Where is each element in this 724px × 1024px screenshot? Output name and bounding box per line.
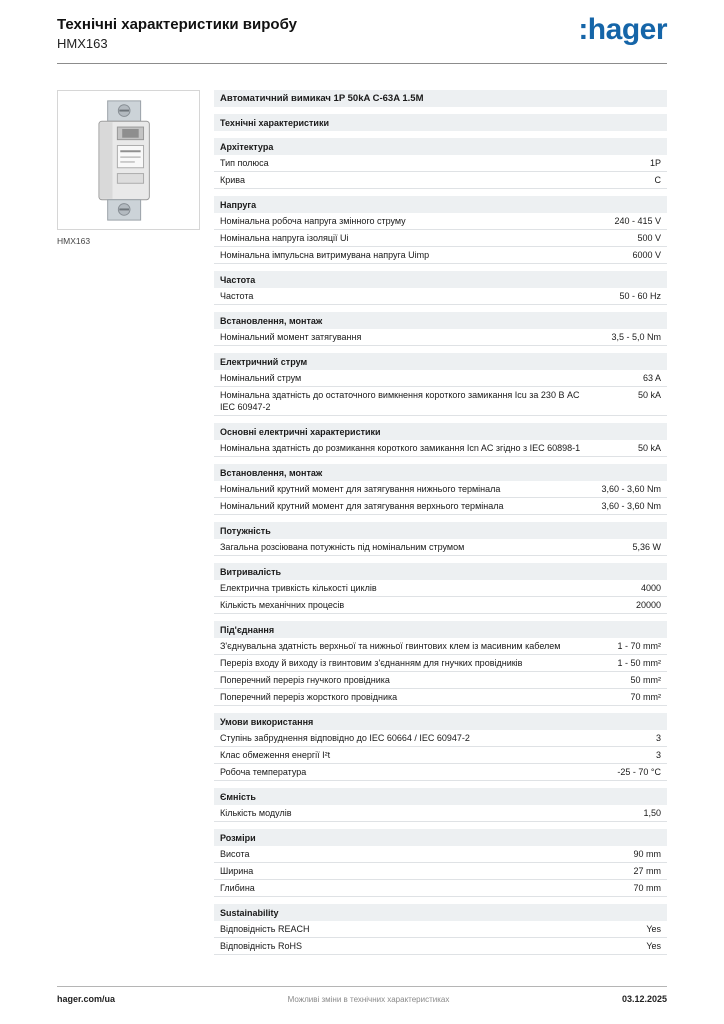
spec-section	[214, 353, 667, 416]
spec-row	[214, 689, 667, 706]
spec-value: 20000	[635, 600, 661, 610]
spec-row	[214, 921, 667, 938]
spec-row	[214, 288, 667, 305]
footer-disclaimer: Можливі зміни в технічних характеристиках	[287, 995, 450, 1004]
spec-value: 5,36 W	[632, 542, 661, 552]
spec-row	[214, 880, 667, 897]
spec-row	[214, 247, 667, 264]
spec-value: 3,60 - 3,60 Nm	[601, 501, 661, 511]
page-header	[57, 13, 667, 51]
spec-value: 90 mm	[633, 849, 661, 859]
spec-label: Ширина	[220, 866, 254, 876]
spec-row	[214, 805, 667, 822]
spec-section	[214, 713, 667, 781]
header-divider	[57, 63, 667, 64]
spec-label: Частота	[220, 291, 254, 301]
spec-section-title: Витривалість	[214, 563, 667, 580]
spec-label: З'єднувальна здатність верхньої та нижньої гвинтових клем із масивним кабелем	[220, 641, 561, 651]
spec-section-title: Частота	[214, 271, 667, 288]
spec-section-title: Напруга	[214, 196, 667, 213]
spec-row	[214, 329, 667, 346]
spec-section-title: Sustainability	[214, 904, 667, 921]
footer-website-link[interactable]: hager.com/ua	[57, 994, 116, 1004]
spec-value: 27 mm	[633, 866, 661, 876]
spec-row	[214, 863, 667, 880]
spec-value: Yes	[646, 924, 661, 934]
spec-section-title: Основні електричні характеристики	[214, 423, 667, 440]
spec-section-rows	[214, 329, 667, 346]
spec-section	[214, 138, 667, 189]
spec-label: Відповідність RoHS	[220, 941, 302, 951]
spec-label: Номінальна напруга ізоляції Ui	[220, 233, 349, 243]
spec-row	[214, 387, 667, 416]
spec-label: Клас обмеження енергії I²t	[220, 750, 331, 760]
spec-label: Поперечний переріз гнучкого провідника	[220, 675, 390, 685]
product-image-column	[57, 90, 200, 955]
hager-logo: :hager	[578, 13, 667, 46]
spec-sections	[214, 138, 667, 955]
spec-value: 3	[655, 733, 661, 743]
spec-label: Крива	[220, 175, 245, 185]
spec-section-title: Ємність	[214, 788, 667, 805]
spec-section-rows	[214, 370, 667, 416]
spec-section-rows	[214, 638, 667, 706]
spec-row	[214, 370, 667, 387]
main-content	[57, 90, 667, 955]
spec-value: 50 kA	[637, 443, 661, 453]
spec-section-rows	[214, 288, 667, 305]
spec-section	[214, 829, 667, 897]
spec-section-title: Архітектура	[214, 138, 667, 155]
spec-section-rows	[214, 440, 667, 457]
spec-value: 70 mm	[633, 883, 661, 893]
spec-section-rows	[214, 580, 667, 614]
spec-section-title: Встановлення, монтаж	[214, 464, 667, 481]
spec-row	[214, 539, 667, 556]
spec-value: 1 - 70 mm²	[617, 641, 661, 651]
specifications-column	[214, 90, 667, 955]
spec-section	[214, 271, 667, 305]
spec-value: 3,5 - 5,0 Nm	[611, 332, 661, 342]
spec-label: Відповідність REACH	[220, 924, 310, 934]
spec-label: Загальна розсіювана потужність під номінальним струмом	[220, 542, 465, 552]
spec-section-rows	[214, 730, 667, 781]
spec-row	[214, 846, 667, 863]
spec-label: Номінальна робоча напруга змінного струму	[220, 216, 406, 226]
spec-table-heading: Технічні характеристики	[214, 114, 667, 131]
spec-section	[214, 522, 667, 556]
spec-section	[214, 312, 667, 346]
spec-section	[214, 621, 667, 706]
spec-row	[214, 730, 667, 747]
spec-section	[214, 196, 667, 264]
spec-label: Висота	[220, 849, 250, 859]
spec-section	[214, 464, 667, 515]
spec-label: Поперечний переріз жорсткого провідника	[220, 692, 398, 702]
spec-section-title: Встановлення, монтаж	[214, 312, 667, 329]
spec-value: 50 kA	[637, 390, 661, 400]
spec-section	[214, 423, 667, 457]
spec-row	[214, 747, 667, 764]
circuit-breaker-image	[69, 97, 189, 223]
spec-label: Номінальний момент затягування	[220, 332, 362, 342]
spec-row	[214, 597, 667, 614]
page-footer	[57, 986, 667, 1004]
spec-section-rows	[214, 539, 667, 556]
spec-value: 3,60 - 3,60 Nm	[601, 484, 661, 494]
spec-section-title: Умови використання	[214, 713, 667, 730]
spec-value: 70 mm²	[630, 692, 661, 702]
spec-section-rows	[214, 481, 667, 515]
spec-value: Yes	[646, 941, 661, 951]
spec-row	[214, 498, 667, 515]
page-title: Технічні характеристики виробу	[57, 16, 297, 33]
spec-value: 1P	[649, 158, 661, 168]
spec-label: Глибина	[220, 883, 255, 893]
spec-section-rows	[214, 805, 667, 822]
spec-label: Номінальний крутний момент для затягування верхнього термінала	[220, 501, 504, 511]
spec-value: 1,50	[643, 808, 661, 818]
spec-section-title: Потужність	[214, 522, 667, 539]
product-image-frame	[57, 90, 200, 230]
spec-label: Переріз входу й виходу із гвинтовим з'єднанням для гнучких провідників	[220, 658, 523, 668]
spec-value: 3	[655, 750, 661, 760]
spec-section	[214, 563, 667, 614]
product-reference: HMX163	[57, 36, 108, 51]
spec-value: 6000 V	[632, 250, 661, 260]
spec-label: Робоча температура	[220, 767, 307, 777]
spec-section-rows	[214, 155, 667, 189]
spec-row	[214, 213, 667, 230]
spec-label: Кількість модулів	[220, 808, 292, 818]
image-caption: HMX163	[57, 236, 91, 246]
spec-section-rows	[214, 846, 667, 897]
spec-section-rows	[214, 921, 667, 955]
spec-value: 50 mm²	[630, 675, 661, 685]
spec-label: Тип полюса	[220, 158, 269, 168]
spec-row	[214, 580, 667, 597]
spec-label: Ступінь забруднення відповідно до IEC 60664 / IEC 60947-2	[220, 733, 470, 743]
spec-row	[214, 764, 667, 781]
spec-label: Електрична тривкість кількості циклів	[220, 583, 377, 593]
spec-label: Номінальний крутний момент для затягування нижнього термінала	[220, 484, 501, 494]
product-title: Автоматичний вимикач 1P 50kA C-63A 1.5M	[214, 90, 667, 107]
spec-label: Номінальна здатність до розмикання короткого замикання Icn AC згідно з IEC 60898-1	[220, 443, 581, 453]
footer-date: 03.12.2025	[621, 994, 667, 1004]
spec-row	[214, 655, 667, 672]
spec-section-title: Електричний струм	[214, 353, 667, 370]
spec-value: 50 - 60 Hz	[619, 291, 661, 301]
spec-row	[214, 155, 667, 172]
spec-section	[214, 788, 667, 822]
spec-row	[214, 672, 667, 689]
spec-row	[214, 440, 667, 457]
spec-section	[214, 904, 667, 955]
spec-value: 500 V	[637, 233, 661, 243]
spec-section-rows	[214, 213, 667, 264]
spec-section-title: Під'єднання	[214, 621, 667, 638]
spec-value: 4000	[640, 583, 661, 593]
spec-row	[214, 481, 667, 498]
spec-row	[214, 230, 667, 247]
spec-label: Номінальна здатність до остаточного вимкнення короткого замикання Icu за 230 В AC IEC 60947-2	[220, 390, 580, 412]
header-titles	[57, 16, 297, 51]
spec-value: -25 - 70 °C	[617, 767, 661, 777]
spec-value: 63 A	[642, 373, 661, 383]
spec-section-title: Розміри	[214, 829, 667, 846]
spec-value: C	[654, 175, 661, 185]
spec-value: 240 - 415 V	[614, 216, 661, 226]
spec-row	[214, 638, 667, 655]
spec-value: 1 - 50 mm²	[617, 658, 661, 668]
spec-row	[214, 172, 667, 189]
spec-row	[214, 938, 667, 955]
spec-label: Кількість механічних процесів	[220, 600, 345, 610]
spec-label: Номінальна імпульсна витримувана напруга Uimp	[220, 250, 430, 260]
spec-label: Номінальний струм	[220, 373, 302, 383]
